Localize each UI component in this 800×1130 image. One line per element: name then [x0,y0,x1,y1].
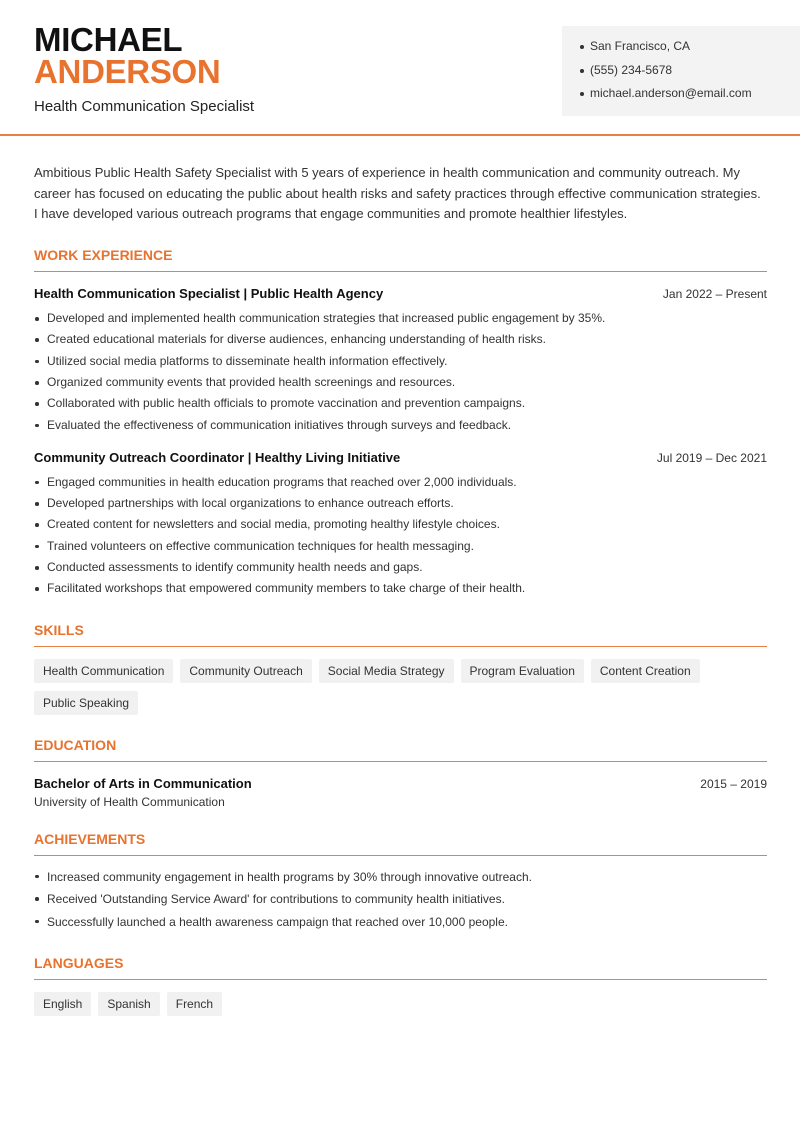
achievements-list [34,866,767,934]
skill-tag: Program Evaluation [461,659,584,683]
skills-list [34,659,767,723]
job-dates: Jul 2019 – Dec 2021 [656,450,767,465]
education-heading: EDUCATION [34,737,767,762]
job-bullets [34,308,767,436]
language-tag: French [167,992,222,1016]
education-dates: 2015 – 2019 [700,776,767,791]
job-header [34,286,767,301]
contact-phone: (555) 234-5678 [580,62,800,86]
last-name: ANDERSON [34,53,221,90]
bullet-item: Conducted assessments to identify community health needs and gaps. [34,557,767,578]
summary: Ambitious Public Health Safety Specialist with 5 years of experience in health communication and community outreach. My career has focused on educating the public about health risks and safety practices through effective communication strategies. I have developed various outreach programs that engage communities and promote healthier lifestyles. [34,165,761,222]
resume-body [34,163,767,1024]
name-block [34,21,255,115]
contact-email[interactable]: michael.anderson@email.com [580,85,800,109]
achievement-item: Successfully launched a health awareness campaign that reached over 10,000 people. [34,911,767,934]
achievements-heading: ACHIEVEMENTS [34,831,767,856]
bullet-item: Developed and implemented health communication strategies that increased public engagement by 35%. [34,308,767,329]
bullet-item: Facilitated workshops that empowered community members to take charge of their health. [34,578,767,599]
contact-location: San Francisco, CA [580,38,800,62]
bullet-item: Created content for newsletters and social media, promoting healthy lifestyle choices. [34,514,767,535]
first-name: MICHAEL [34,21,183,58]
bullet-item: Trained volunteers on effective communication techniques for health messaging. [34,536,767,557]
education-school: University of Health Communication [34,794,225,809]
bullet-item: Evaluated the effectiveness of communication initiatives through surveys and feedback. [34,415,767,436]
job-bullets [34,472,767,600]
work-experience-heading: WORK EXPERIENCE [34,247,767,272]
achievement-item: Received 'Outstanding Service Award' for contributions to community health initiatives. [34,888,767,911]
language-tag: Spanish [98,992,159,1016]
languages-list [34,992,767,1024]
job-role: Health Communication Specialist | Public Health Agency [34,286,384,302]
bullet-item: Developed partnerships with local organizations to enhance outreach efforts. [34,493,767,514]
job-title: Health Communication Specialist [34,98,255,115]
language-tag: English [34,992,91,1016]
languages-heading: LANGUAGES [34,955,767,980]
skill-tag: Public Speaking [34,691,138,715]
resume-header [0,0,800,136]
skill-tag: Community Outreach [180,659,311,683]
bullet-item: Engaged communities in health education programs that reached over 2,000 individuals. [34,472,767,493]
education-degree: Bachelor of Arts in Communication [34,775,252,791]
skill-tag: Health Communication [34,659,173,683]
bullet-item: Organized community events that provided health screenings and resources. [34,372,767,393]
education-header [34,776,767,791]
bullet-item: Collaborated with public health officials to promote vaccination and prevention campaigns. [34,393,767,414]
achievement-item: Increased community engagement in health programs by 30% through innovative outreach. [34,866,767,889]
job-role: Community Outreach Coordinator | Healthy Living Initiative [34,449,401,465]
skill-tag: Content Creation [591,659,700,683]
skills-heading: SKILLS [34,622,767,647]
contact-box [562,26,800,116]
job-header [34,450,767,465]
skill-tag: Social Media Strategy [319,659,454,683]
bullet-item: Created educational materials for diverse audiences, enhancing understanding of health risks. [34,329,767,350]
bullet-item: Utilized social media platforms to disseminate health information effectively. [34,351,767,372]
job-dates: Jan 2022 – Present [662,287,767,302]
